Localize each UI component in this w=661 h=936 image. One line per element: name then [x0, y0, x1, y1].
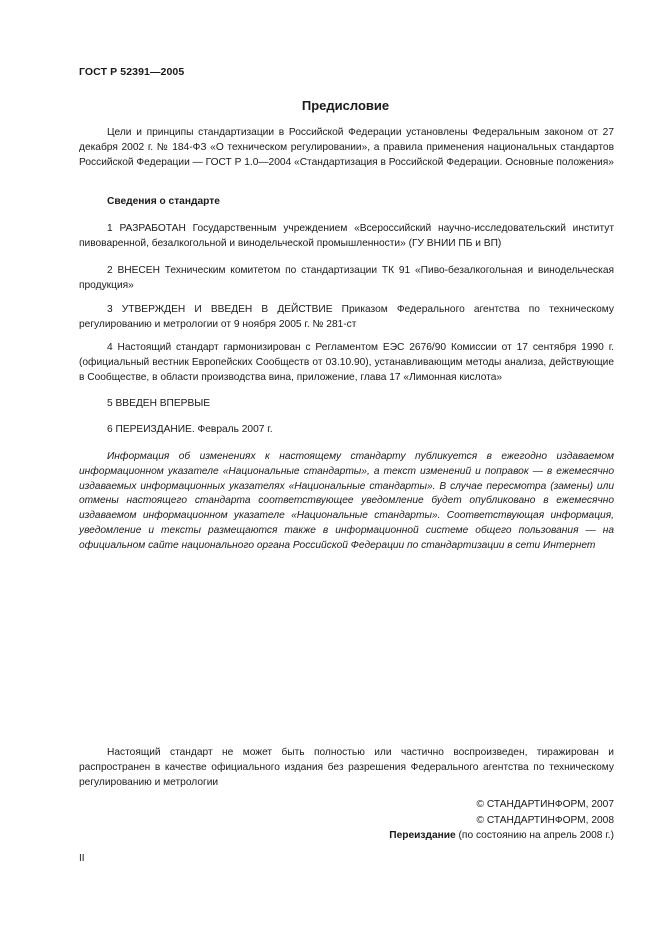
item-5-first-introduced: 5 ВВЕДЕН ВПЕРВЫЕ [107, 398, 211, 409]
page-title: Предисловие [301, 98, 390, 113]
copyright-line-2008: © СТАНДАРТИНФОРМ, 2008 [476, 815, 614, 826]
item-3-approved: 3 УТВЕРЖДЕН И ВВЕДЕН В ДЕЙСТВИЕ Приказом Федерального агентства по техническому регулированию и метрологии от 9 ноября 2005 г. № 281-ст [79, 304, 614, 330]
item-4-harmonized: 4 Настоящий стандарт гармонизирован с Регламентом ЕЭС 2676/90 Комиссии от 17 сентября 1990 г. (официальный вестник Европейских Сообществ от 03.10.90), устанавливающим методы анализа, действующие в Сообществе, в области производства вина, приложение, глава 17 «Лимонная кислота» [79, 342, 614, 383]
intro-paragraph: Цели и принципы стандартизации в Российской Федерации установлены Федеральным законом от 27 декабря 2002 г. № 184-ФЗ «О техническом регулировании», а правила применения национальных стандартов Российской Федерации — ГОСТ Р 1.0—2004 «Стандартизация в Российской Федерации. Основные положения» [79, 127, 614, 168]
changes-notice-paragraph: Информация об изменениях к настоящему стандарту публикуется в ежегодно издаваемом информационном указателе «Национальные стандарты», а текст изменений и поправок — в ежемесячно издаваемых информационных указателях «Национальные стандарты». В случае пересмотра (замены) или отмены настоящего стандарта соответствующее уведомление будет опубликовано в ежемесячно издаваемом информационном указателе «Национальные стандарты». Соответствующая информация, уведомление и тексты размещаются также в информационной системе общего пользования — на официальном сайте национального органа Российской Федерации по стандартизации в сети Интернет [79, 451, 614, 551]
item-6-reissue: 6 ПЕРЕИЗДАНИЕ. Февраль 2007 г. [107, 424, 273, 435]
reissue-date: (по состоянию на апрель 2008 г.) [455, 830, 614, 841]
section-heading: Сведения о стандарте [107, 196, 220, 207]
item-1-developed-by: 1 РАЗРАБОТАН Государственным учреждением «Всероссийский научно-исследовательский институт пивоваренной, безалкогольной и винодельческой промышленности» (ГУ ВНИИ ПБ и ВП) [79, 223, 614, 249]
copyright-line-2007: © СТАНДАРТИНФОРМ, 2007 [476, 799, 614, 810]
reissue-label: Переиздание [389, 830, 456, 841]
page-number: II [79, 853, 85, 864]
document-code-header: ГОСТ Р 52391—2005 [79, 66, 185, 78]
item-2-introduced-by: 2 ВНЕСЕН Техническим комитетом по стандартизации ТК 91 «Пиво-безалкогольная и винодельческая продукция» [79, 265, 614, 291]
copyright-restriction-paragraph: Настоящий стандарт не может быть полностью или частично воспроизведен, тиражирован и распространен в качестве официального издания без разрешения Федерального агентства по техническому регулированию и метрологии [79, 747, 614, 788]
reissue-line [389, 829, 614, 843]
